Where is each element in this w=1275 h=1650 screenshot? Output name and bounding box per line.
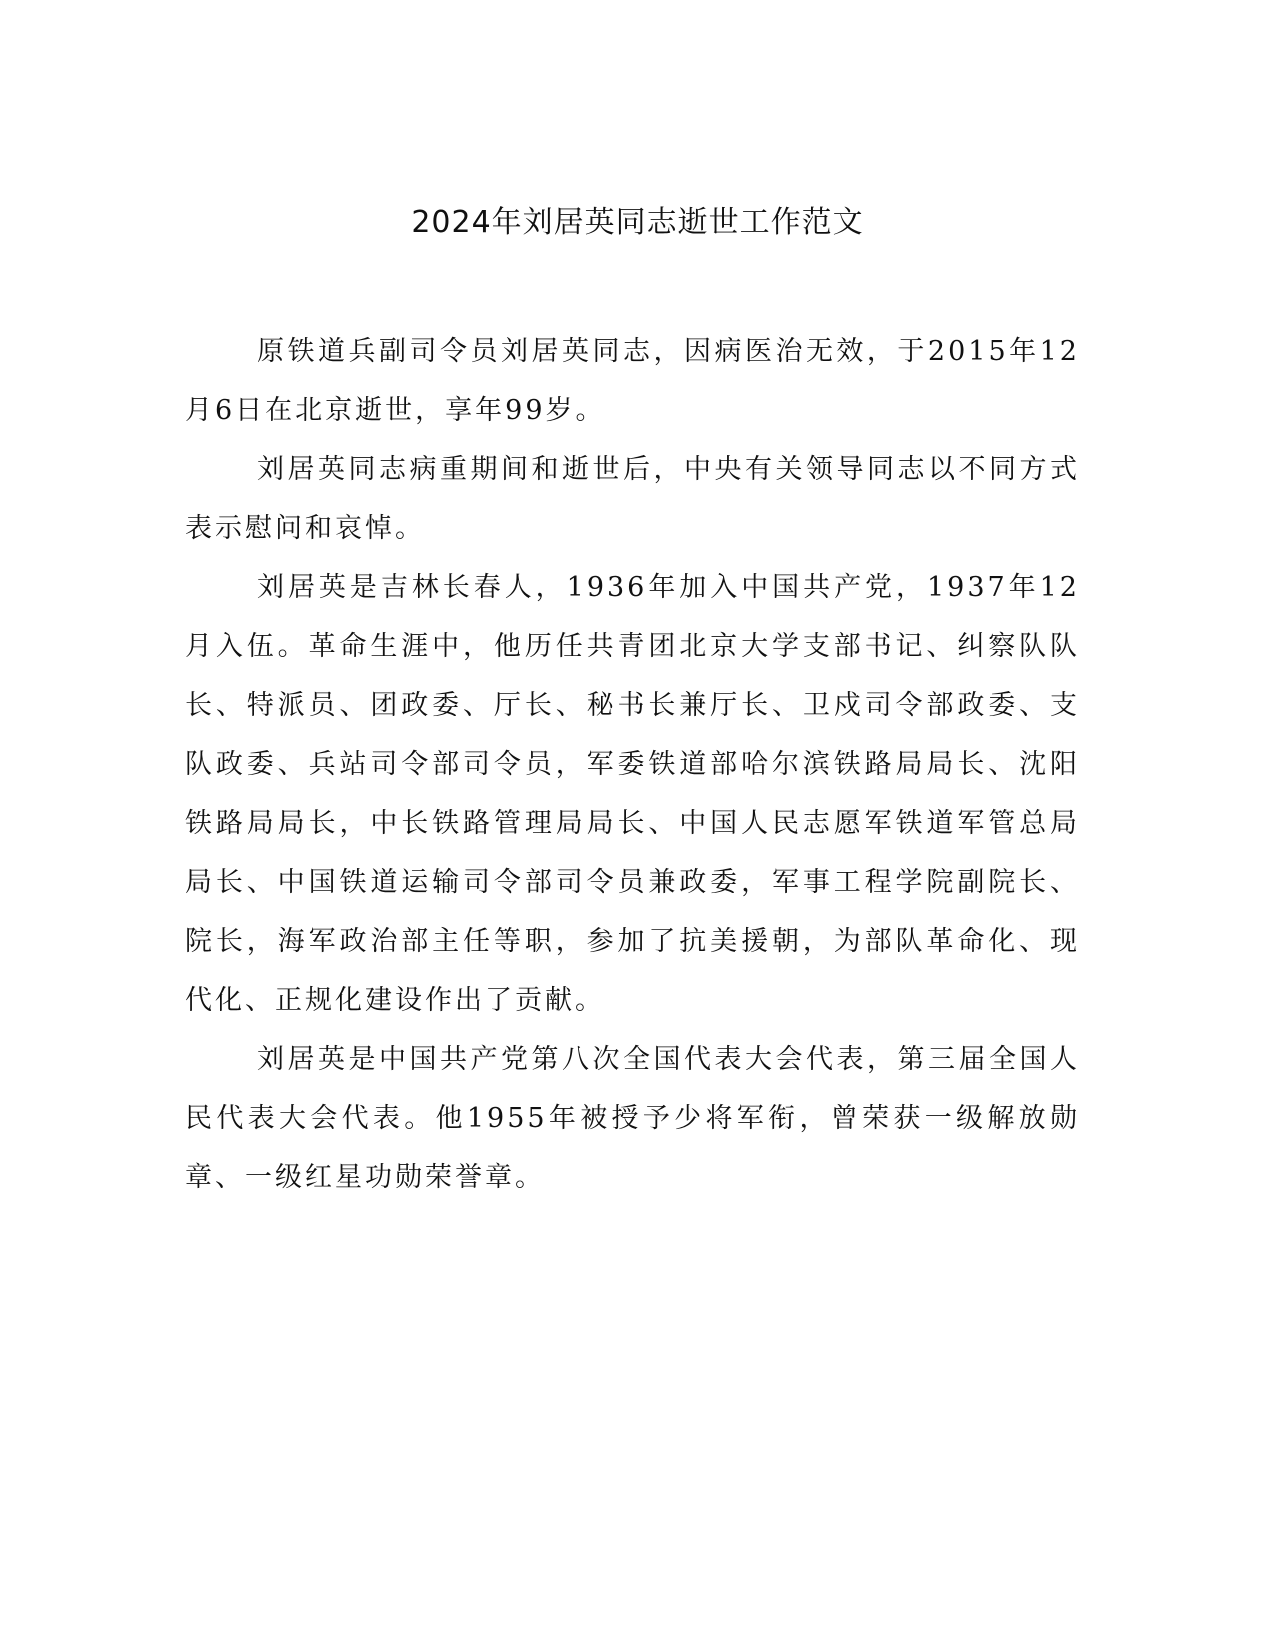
paragraph-death-notice: 原铁道兵副司令员刘居英同志，因病医治无效，于2015年12月6日在北京逝世，享年99岁。 — [185, 336, 1080, 426]
document-body — [185, 322, 1080, 1207]
document-title: 2024年刘居英同志逝世工作范文 — [411, 205, 864, 240]
paragraph-career: 刘居英是吉林长春人，1936年加入中国共产党，1937年12月入伍。革命生涯中，他历任共青团北京大学支部书记、纠察队队长、特派员、团政委、厅长、秘书长兼厅长、卫戍司令部政委、支队政委、兵站司令部司令员，军委铁道部哈尔滨铁路局局长、沈阳铁路局局长，中长铁路管理局局长、中国人民志愿军铁道军管总局局长、中国铁道运输司令部司令员兼政委，军事工程学院副院长、院长，海军政治部主任等职，参加了抗美援朝，为部队革命化、现代化、正规化建设作出了贡献。 — [185, 572, 1080, 1016]
paragraph-condolences: 刘居英同志病重期间和逝世后，中央有关领导同志以不同方式表示慰问和哀悼。 — [185, 454, 1080, 544]
paragraph-honors: 刘居英是中国共产党第八次全国代表大会代表，第三届全国人民代表大会代表。他1955年被授予少将军衔，曾荣获一级解放勋章、一级红星功勋荣誉章。 — [185, 1044, 1080, 1193]
